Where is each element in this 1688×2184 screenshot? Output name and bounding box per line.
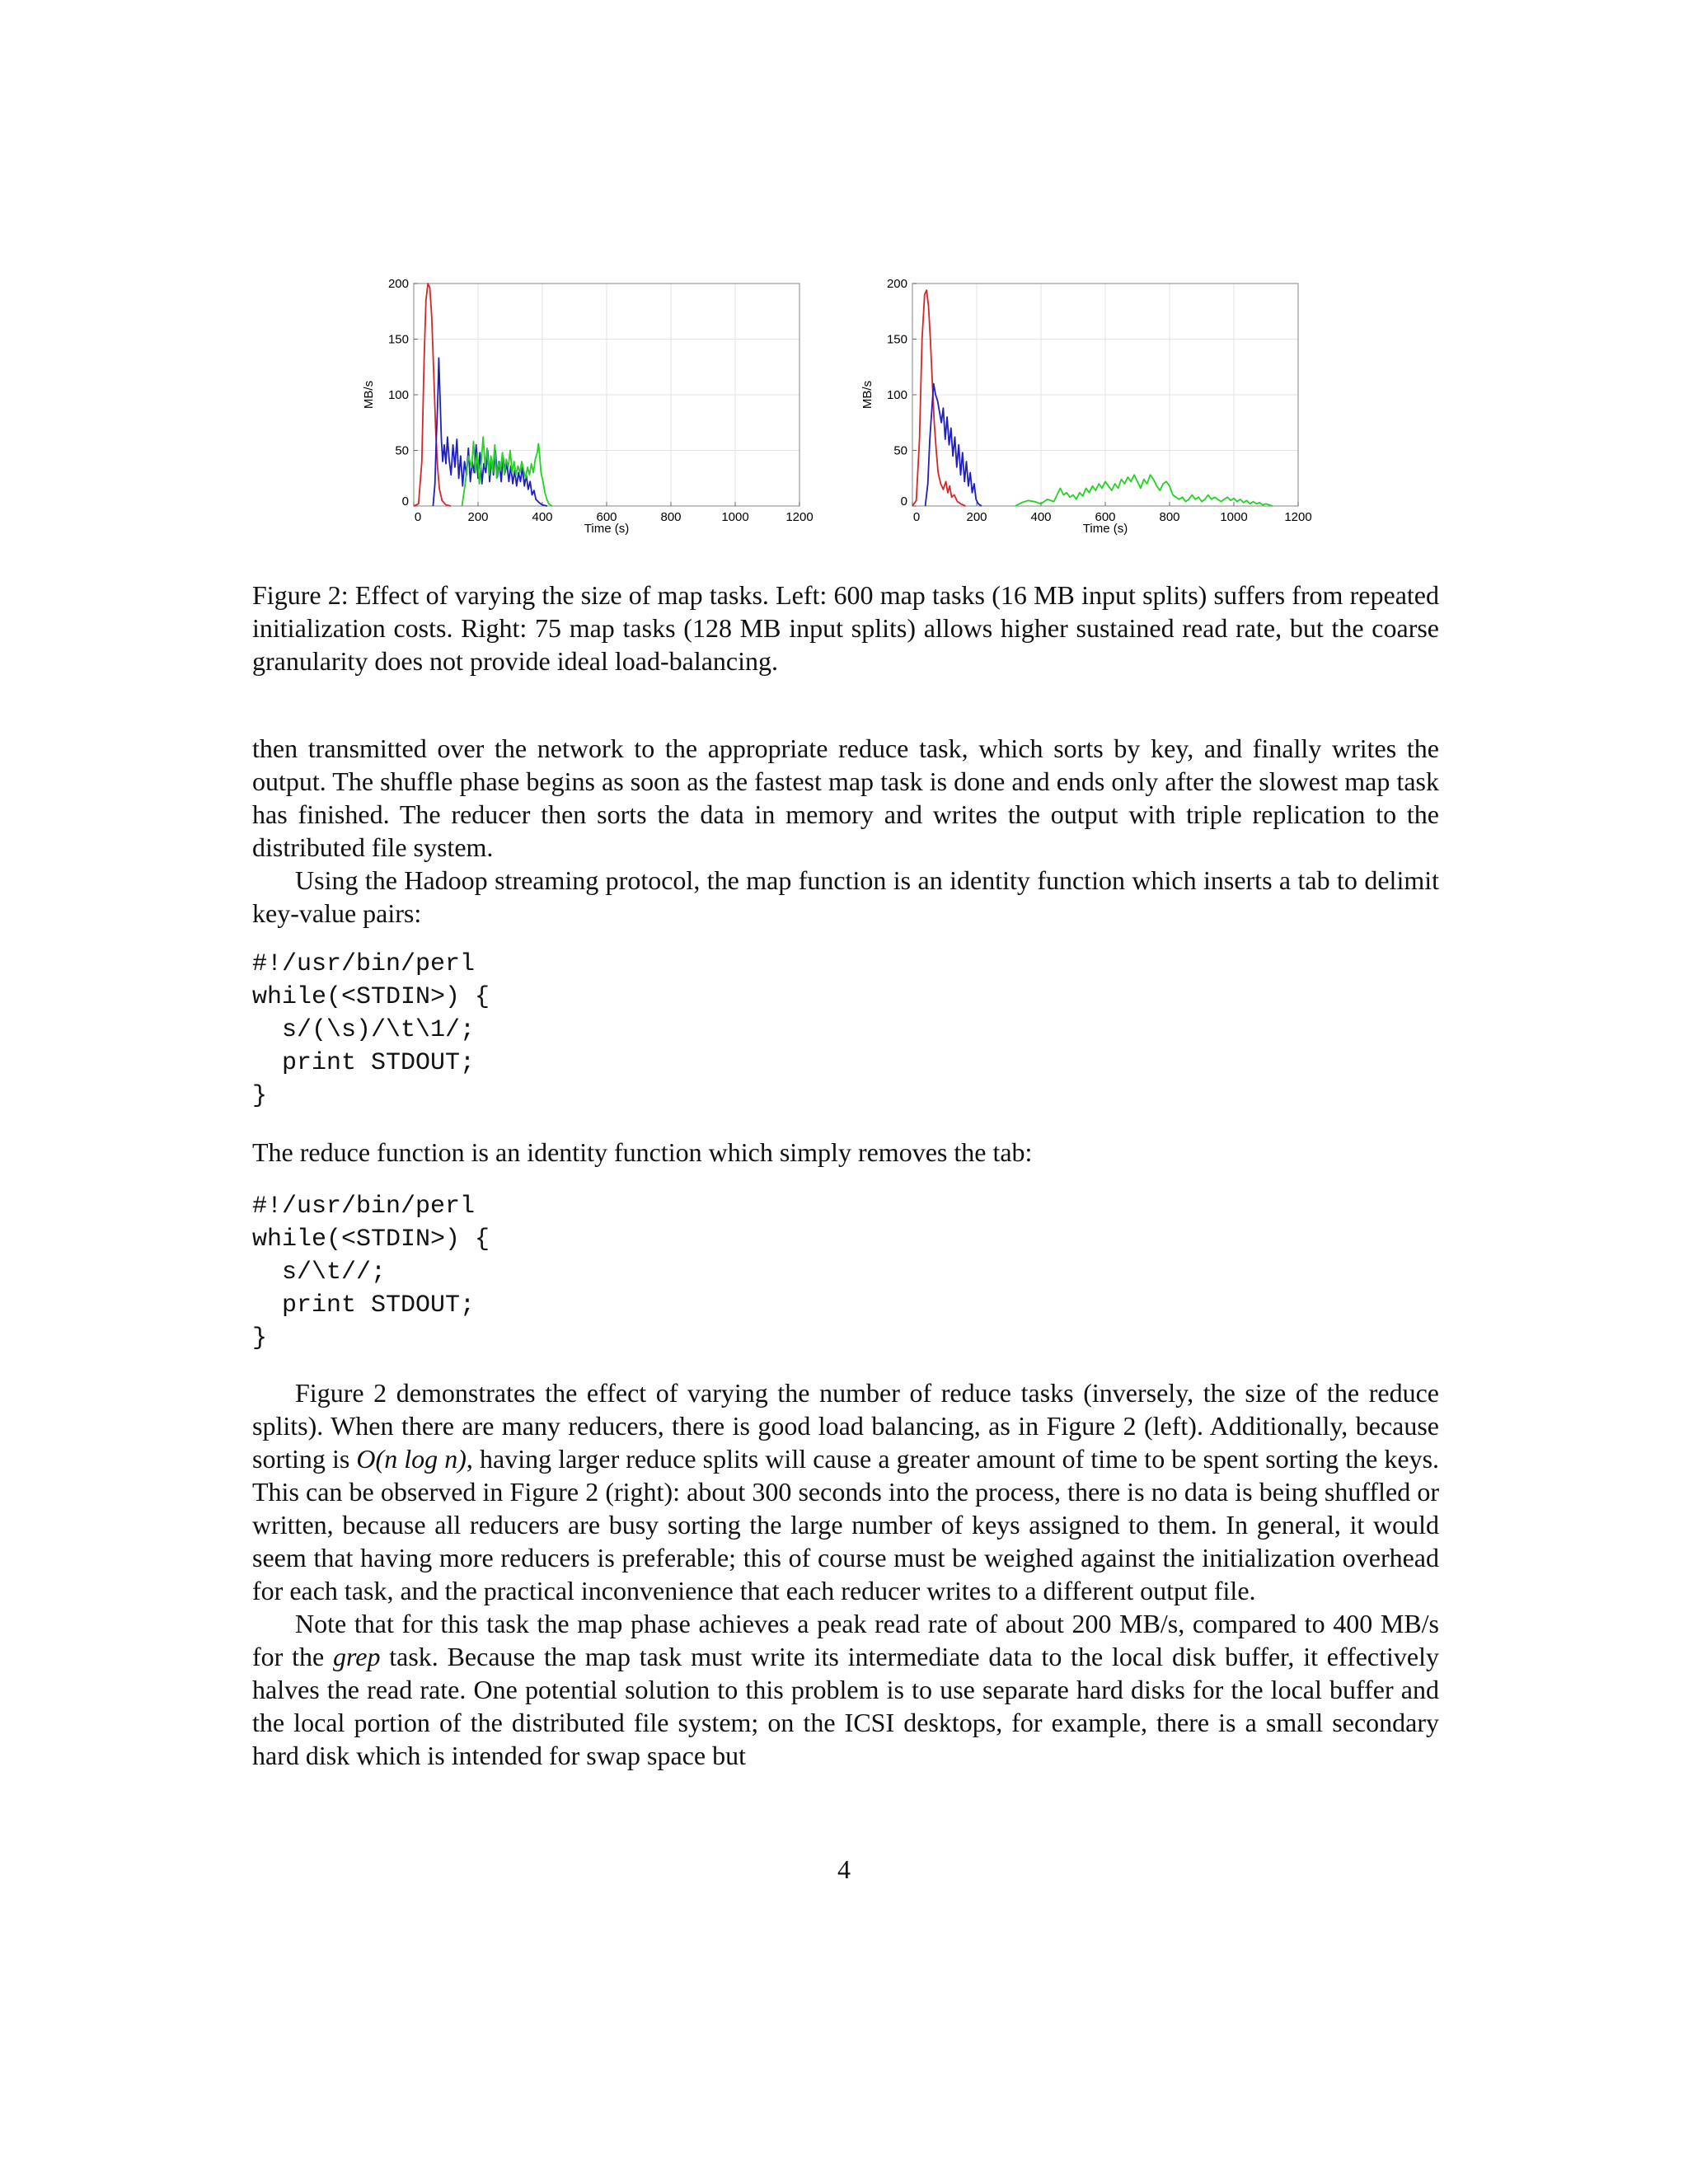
y-tick-label: 50: [893, 443, 907, 458]
paragraph-reduce: The reduce function is an identity function which simply removes the tab:: [252, 1137, 1033, 1167]
y-tick-label: 100: [886, 388, 907, 402]
y-tick-label: 0: [401, 494, 409, 509]
y-axis-label: MB/s: [860, 380, 874, 410]
chart-right-svg: [853, 272, 1364, 552]
math-onlogn: O(n log n): [356, 1444, 467, 1474]
x-axis-label: Time (s): [1082, 522, 1128, 536]
paragraph-figure2-discussion: [252, 1376, 1439, 1607]
x-tick-label: 0: [912, 510, 921, 524]
chart-left: [354, 272, 865, 552]
y-axis-label: MB/s: [362, 380, 376, 410]
x-axis-label: Time (s): [584, 522, 630, 536]
text-run: Note that for this task the map phase achieves a peak read rate of about 200 MB/s, compared to 400 MB/s for the: [252, 1609, 1439, 1671]
x-tick-label: 200: [966, 510, 987, 524]
x-tick-label: 400: [532, 510, 553, 524]
y-tick-label: 100: [387, 388, 409, 402]
text-run: task. Because the map task must write its intermediate data to the local disk buffer, it effectively halves the read rate. One potential solution to this problem is to use separate hard disks for the local buffer and the local portion of the distributed file system; on the ICSI desktops, for example, there is a small secondary hard disk which is intended for swap space but: [252, 1642, 1440, 1770]
x-tick-label: 400: [1030, 510, 1052, 524]
chart-right: [853, 272, 1364, 552]
figure-caption: Figure 2: Effect of varying the size of map tasks. Left: 600 map tasks (16 MB input splits) suffers from repeated initialization costs. Right: 75 map tasks (128 MB input splits) allows higher sustained read rate, but the coarse granularity does not provide ideal load-balancing.: [252, 580, 1439, 676]
x-tick-label: 0: [414, 510, 422, 524]
x-tick-label: 1000: [721, 510, 749, 524]
text-run: Figure 2 demonstrates the effect of varying the number of reduce tasks (inversely, the size of the reduce splits). When there are many reducers, there is good load balancing, as in Figure 2 (left). Additionally, because sorting is: [252, 1378, 1439, 1474]
paragraph-streaming: Using the Hadoop streaming protocol, the map function is an identity function which inserts a tab to delimit key-value pairs:: [252, 865, 1439, 928]
y-tick-label: 200: [886, 277, 907, 291]
figure-2: [354, 272, 1376, 552]
chart-left-svg: [354, 272, 865, 552]
paragraph-read-rate: [252, 1607, 1439, 1772]
x-tick-label: 1200: [1284, 510, 1312, 524]
body-paragraph-reduce-intro: [252, 1136, 1439, 1169]
emphasis-grep: grep: [332, 1642, 381, 1671]
y-tick-label: 50: [395, 443, 409, 458]
code-block-map: #!/usr/bin/perl while(<STDIN>) { s/(\s)/\t\1/; print STDOUT; }: [252, 950, 490, 1110]
y-tick-label: 200: [387, 277, 409, 291]
body-paragraph-1: [252, 732, 1439, 930]
x-tick-label: 600: [596, 510, 617, 524]
paragraph-shuffle: then transmitted over the network to the appropriate reduce task, which sorts by key, and finally writes the output. The shuffle phase begins as soon as the fastest map task is done and ends only after the slowest map task has finished. The reducer then sorts the data in memory and writes the output with triple replication to the distributed file system.: [252, 733, 1439, 862]
x-tick-label: 1000: [1220, 510, 1248, 524]
y-tick-label: 150: [387, 332, 409, 347]
y-tick-label: 0: [900, 494, 907, 509]
body-paragraph-2: [252, 1376, 1439, 1772]
x-tick-label: 600: [1095, 510, 1116, 524]
code-block-reduce: #!/usr/bin/perl while(<STDIN>) { s/\t//; print STDOUT; }: [252, 1193, 490, 1352]
x-tick-label: 800: [660, 510, 682, 524]
page-number: 4: [837, 1854, 851, 1884]
y-tick-label: 150: [886, 332, 907, 347]
x-tick-label: 1200: [785, 510, 814, 524]
x-tick-label: 200: [467, 510, 489, 524]
x-tick-label: 800: [1159, 510, 1180, 524]
text-run: , having larger reduce splits will cause a greater amount of time to be spent sorting the keys. This can be observed in Figure 2 (right): about 300 seconds into the process, there is no data is being shuffled or written, because all reducers are busy sorting the large number of keys assigned to them. In general, it would seem that having more reducers is preferable; this of course must be weighed against the initialization overhead for each task, and the practical inconvenience that each reducer writes to a different output file.: [252, 1444, 1440, 1605]
